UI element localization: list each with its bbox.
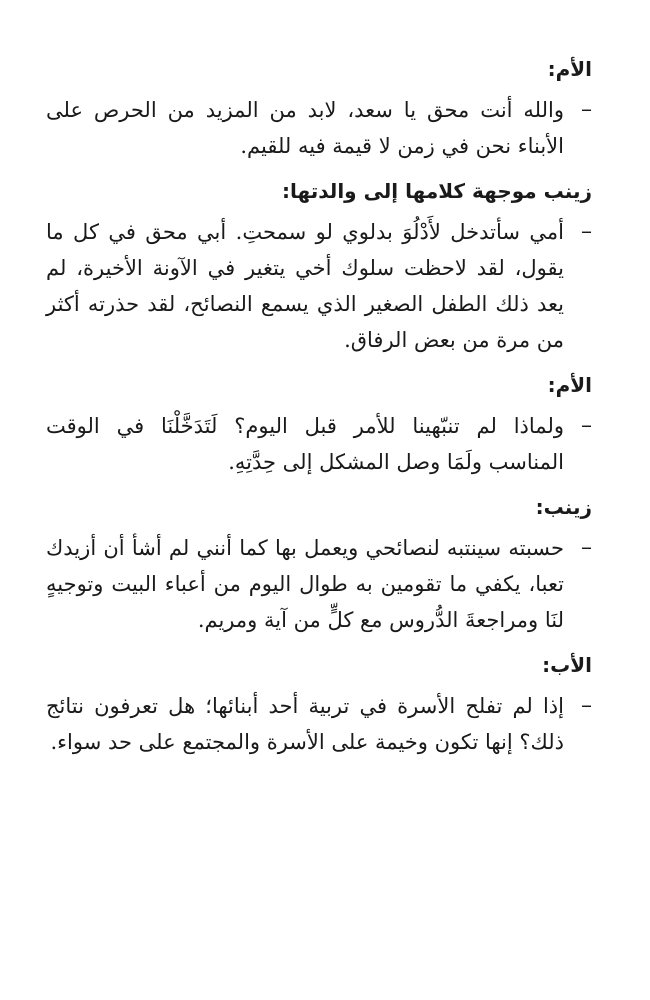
speech-text: والله أنت محق يا سعد، لابد من المزيد من الحرص على الأبناء نحن في زمن لا قيمة فيه للقيم. — [46, 98, 564, 158]
speaker-label: الأب: — [542, 653, 592, 677]
speech-text: إذا لم تفلح الأسرة في تربية أحد أبنائها؛ هل تعرفون نتائج ذلك؟ إنها تكون وخيمة على الأسرة والمجتمع على حد سواء. — [46, 694, 564, 754]
speech-block — [46, 688, 592, 760]
speech-text: حسبته سينتبه لنصائحي ويعمل بها كما أنني لم أشأ أن أزيدك تعبا، يكفي ما تقومين به طوال اليوم من أعباء البيت وتوجيهٍ لنَا ومراجعةَ الدُّروس مع كلٍّ من آية ومريم. — [46, 536, 564, 632]
speech-text: ولماذا لم تنبّهينا للأمر قبل اليوم؟ لَتَدَخَّلْنَا في الوقت المناسب ولَمَا وصل المشكل إلى حِدَّتِهِ. — [46, 414, 564, 474]
speech-block — [46, 408, 592, 480]
dialogue-dash: – — [581, 535, 592, 560]
speech-text: أمي سأتدخل لأَدْلُوَ بدلوي لو سمحتِ. أبي محق في كل ما يقول، لقد لاحظت سلوك أخي يتغير في الآونة الأخيرة، لم يعد ذلك الطفل الصغير الذي يسمع النصائح، لقد حذرته أكثر من مرة من بعض الرفاق. — [46, 220, 564, 352]
speech-block — [46, 92, 592, 164]
speaker-label: الأم: — [547, 373, 592, 397]
dialogue-page — [46, 52, 592, 766]
speech-block — [46, 214, 592, 358]
speaker-label: زينب: — [535, 495, 592, 519]
speech-block — [46, 530, 592, 638]
speaker-label: زينب موجهة كلامها إلى والدتها: — [282, 179, 592, 203]
speaker-label: الأم: — [547, 57, 592, 81]
dialogue-dash: – — [581, 693, 592, 718]
dialogue-dash: – — [581, 97, 592, 122]
dialogue-dash: – — [581, 219, 592, 244]
dialogue-dash: – — [581, 413, 592, 438]
